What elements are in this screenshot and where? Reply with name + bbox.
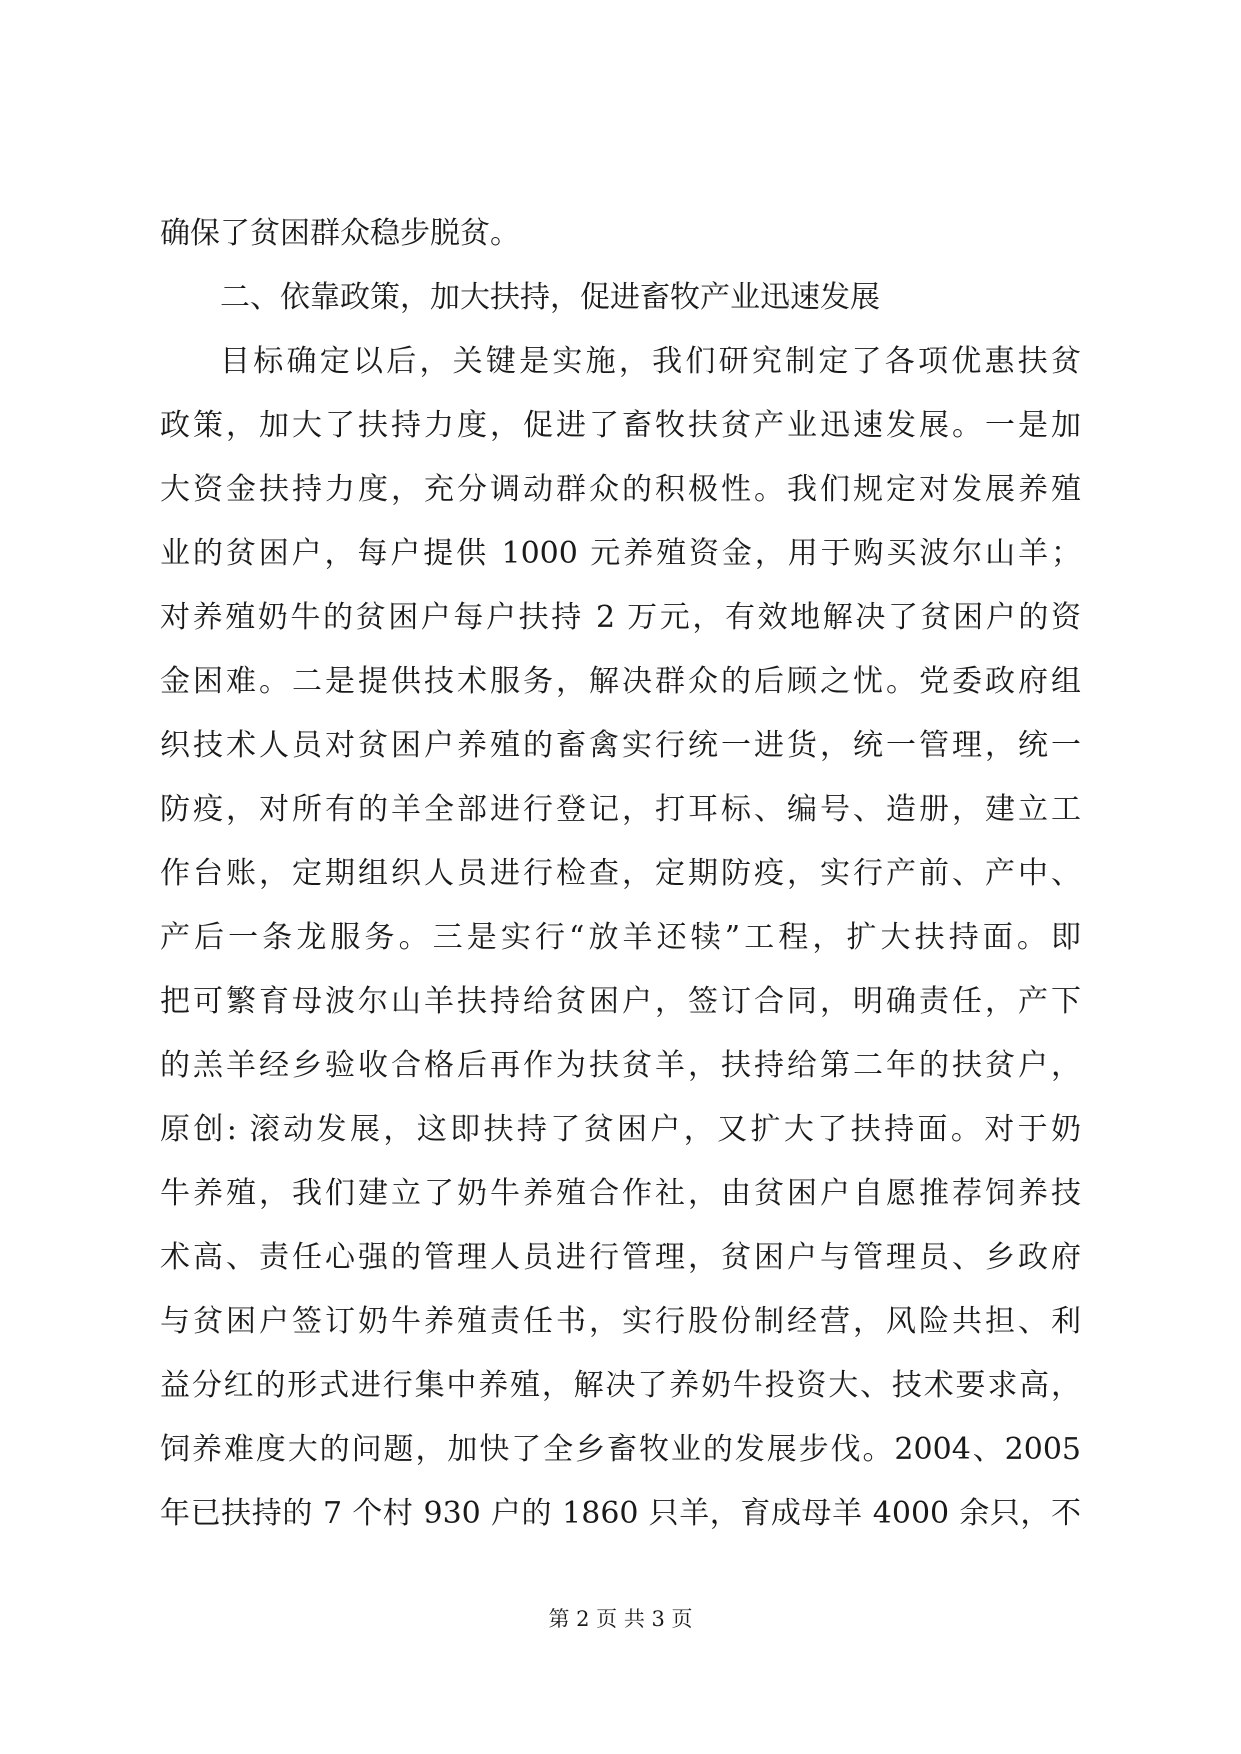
- paragraph-line: 术高、责任心强的管理人员进行管理，贫困户与管理员、乡政府: [160, 1240, 1081, 1275]
- paragraph-line: 的羔羊经乡验收合格后再作为扶贫羊，扶持给第二年的扶贫户，: [160, 1048, 1081, 1083]
- paragraph-line: 益分红的形式进行集中养殖，解决了养奶牛投资大、技术要求高，: [160, 1368, 1081, 1403]
- paragraph-line: 目标确定以后，关键是实施，我们研究制定了各项优惠扶贫: [220, 344, 1081, 379]
- paragraph-line: 把可繁育母波尔山羊扶持给贫困户，签订合同，明确责任，产下: [160, 984, 1081, 1019]
- paragraph-line: 大资金扶持力度，充分调动群众的积极性。我们规定对发展养殖: [160, 472, 1081, 507]
- paragraph-line: 产后一条龙服务。三是实行“放羊还犊”工程，扩大扶持面。即: [160, 920, 1081, 955]
- paragraph-line: 金困难。二是提供技术服务，解决群众的后顾之忧。党委政府组: [160, 664, 1081, 699]
- paragraph-line: 年已扶持的 7 个村 930 户的 1860 只羊，育成母羊 4000 余只，不: [160, 1496, 1081, 1531]
- paragraph-line: 与贫困户签订奶牛养殖责任书，实行股份制经营，风险共担、利: [160, 1304, 1081, 1339]
- paragraph-line: 确保了贫困群众稳步脱贫。: [160, 216, 520, 251]
- paragraph-line: 对养殖奶牛的贫困户每户扶持 2 万元，有效地解决了贫困户的资: [160, 600, 1081, 635]
- page-number: 第 2 页 共 3 页: [548, 1607, 693, 1631]
- paragraph-line: 防疫，对所有的羊全部进行登记，打耳标、编号、造册，建立工: [160, 792, 1081, 827]
- section-heading: 二、依靠政策，加大扶持，促进畜牧产业迅速发展: [220, 280, 880, 315]
- page-footer: [0, 1604, 1241, 1634]
- paragraph-line: 织技术人员对贫困户养殖的畜禽实行统一进货，统一管理，统一: [160, 728, 1081, 763]
- paragraph-line: 作台账，定期组织人员进行检查，定期防疫，实行产前、产中、: [160, 856, 1081, 891]
- paragraph-line: 牛养殖，我们建立了奶牛养殖合作社，由贫困户自愿推荐饲养技: [160, 1176, 1081, 1211]
- paragraph-line: 饲养难度大的问题，加快了全乡畜牧业的发展步伐。2004、2005: [160, 1432, 1081, 1467]
- paragraph-line: 原创: 滚动发展，这即扶持了贫困户，又扩大了扶持面。对于奶: [160, 1112, 1081, 1147]
- paragraph-line: 政策，加大了扶持力度，促进了畜牧扶贫产业迅速发展。一是加: [160, 408, 1081, 443]
- paragraph-line: 业的贫困户，每户提供 1000 元养殖资金，用于购买波尔山羊；: [160, 536, 1081, 571]
- body-text: [160, 202, 1081, 1546]
